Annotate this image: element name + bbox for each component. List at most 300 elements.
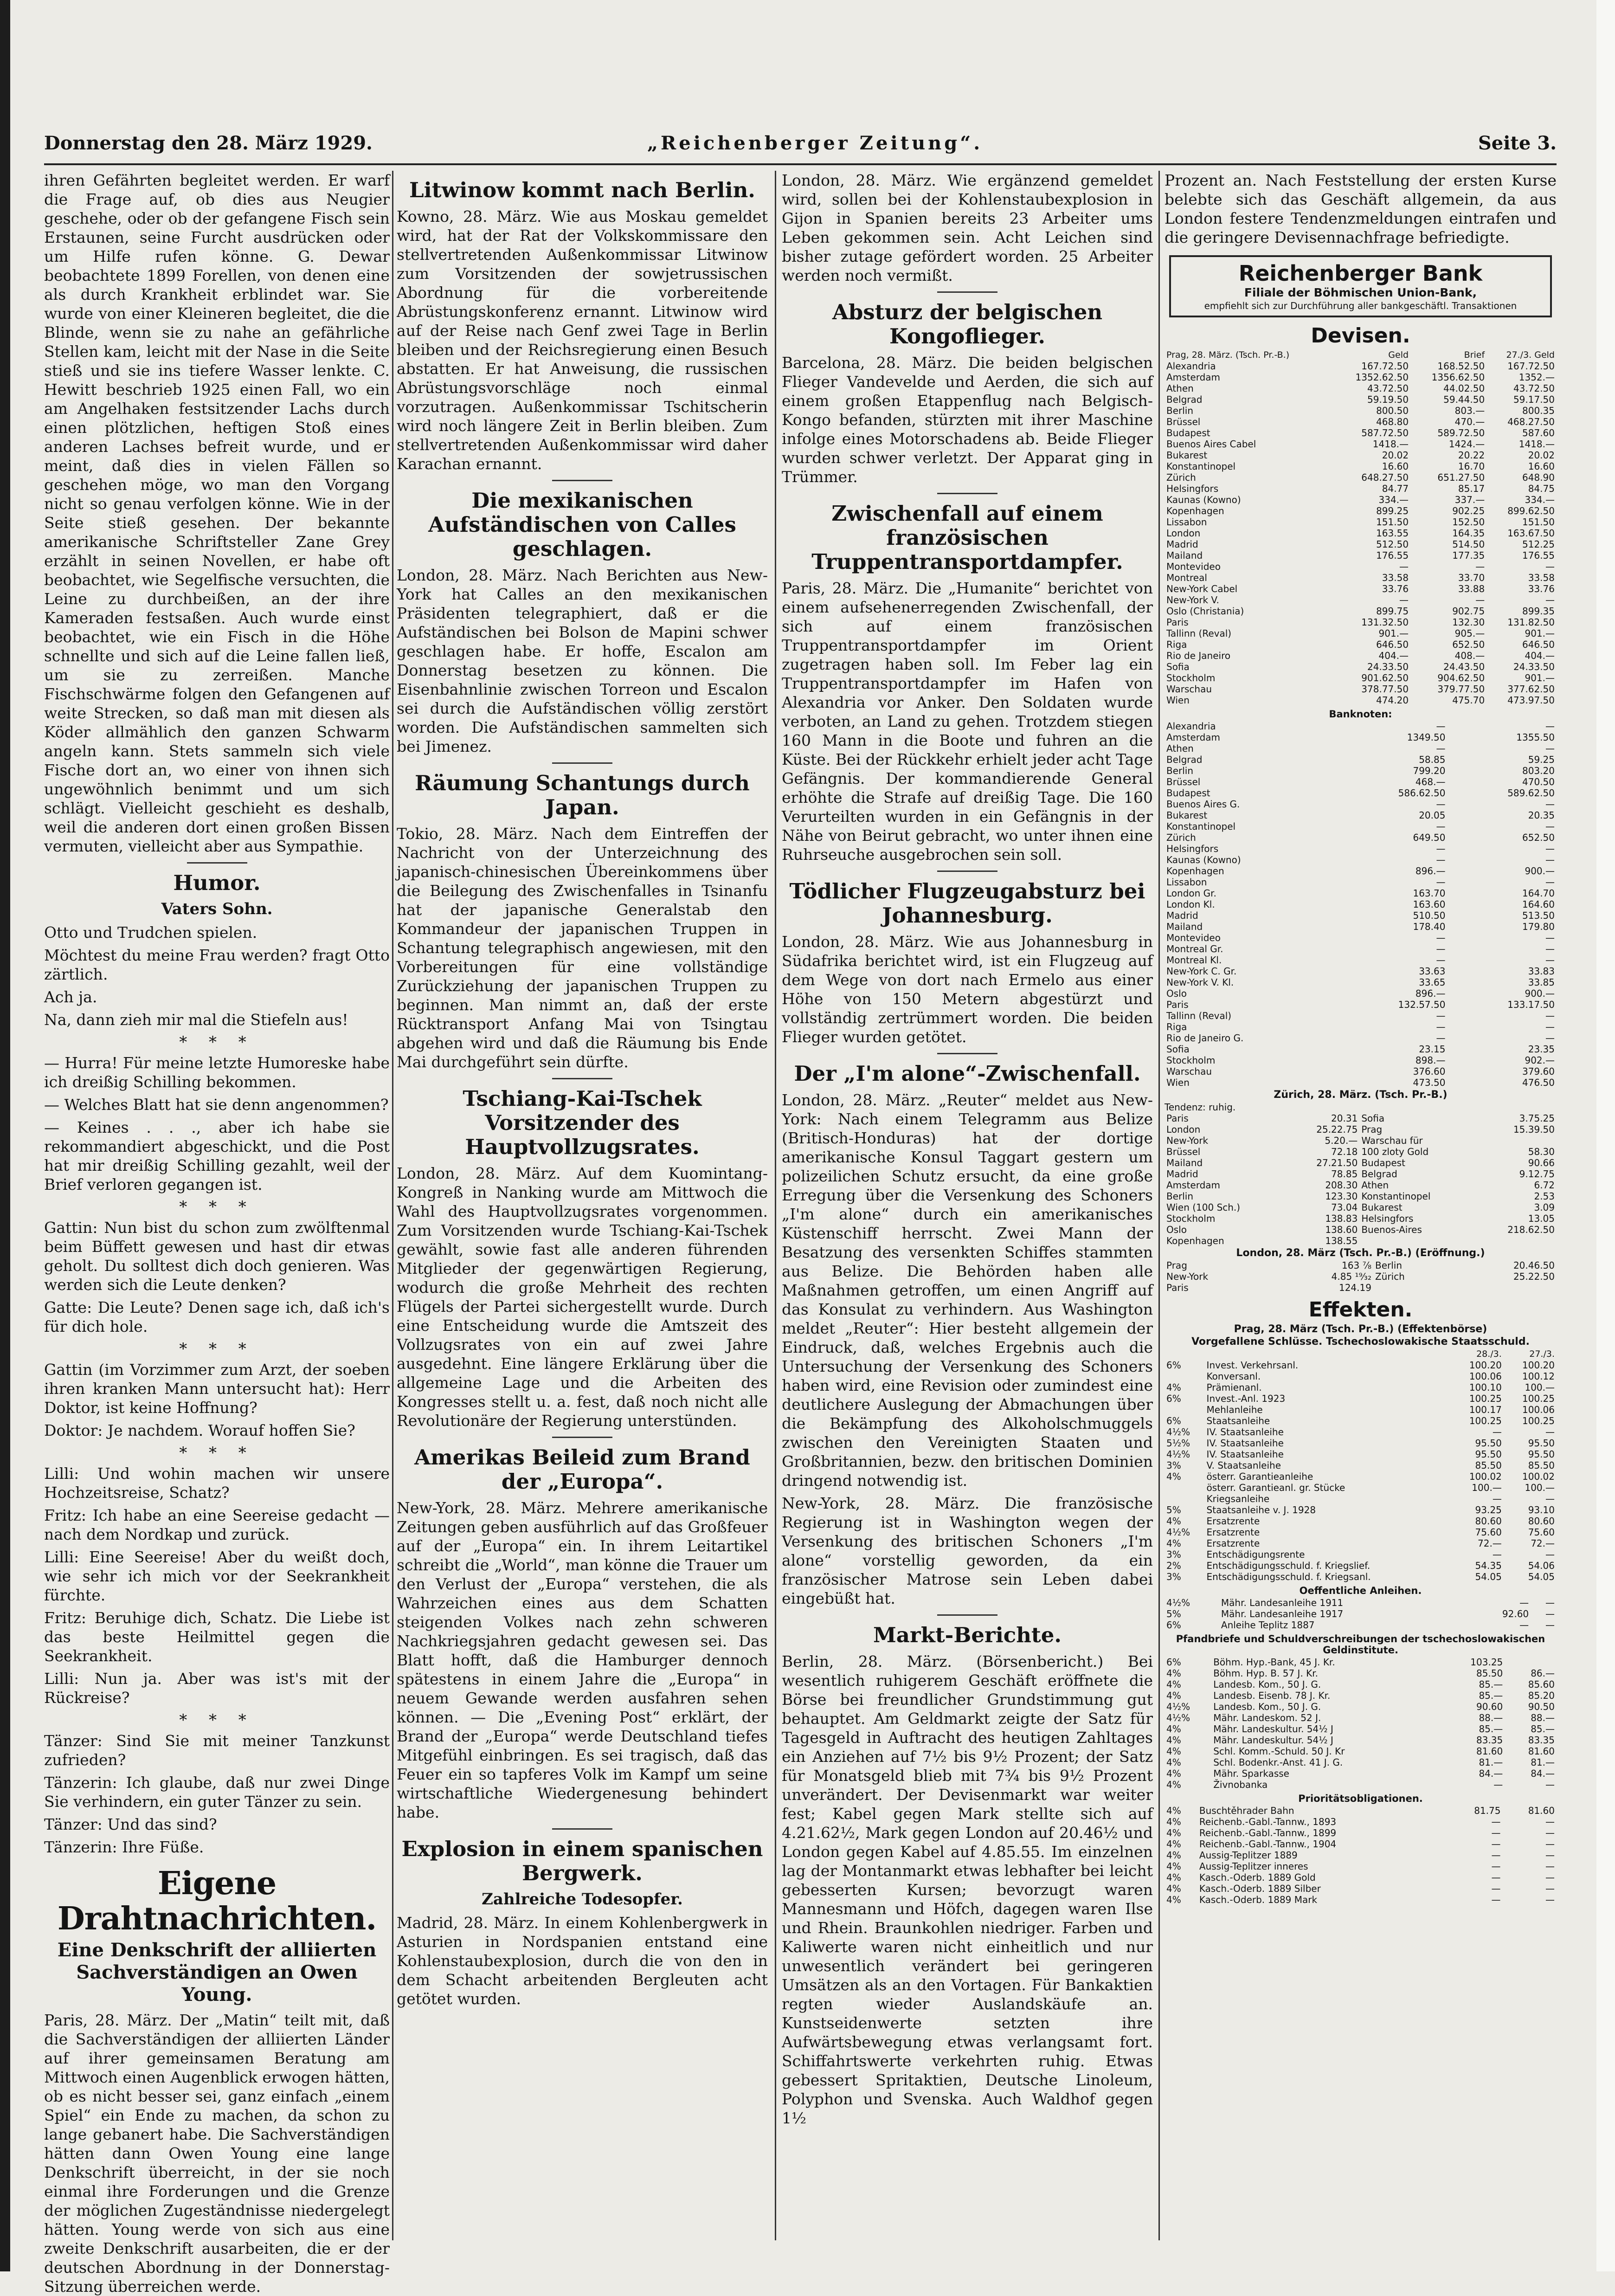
table-cell: — xyxy=(1545,932,1555,943)
table-cell: — xyxy=(1545,1883,1555,1894)
table-cell: Mähr. Landesanleihe 1911 xyxy=(1221,1597,1344,1608)
table-cell: 4% xyxy=(1166,1723,1181,1735)
table-cell: London Kl. xyxy=(1166,899,1215,910)
table-cell: Helsingfors xyxy=(1166,483,1219,494)
table-cell: 59.19.50 xyxy=(1367,394,1409,405)
zurich-table xyxy=(1165,1113,1557,1246)
banknoten-row xyxy=(1165,888,1557,899)
table-cell: 163.60 xyxy=(1413,899,1446,910)
article-headline: Amerikas Beileid zum Brand der „Europa“. xyxy=(414,1445,750,1494)
table-cell xyxy=(1451,1282,1557,1293)
separator-stars: * * * xyxy=(179,1340,255,1358)
separator-stars: * * * xyxy=(179,1444,255,1462)
table-cell: 470.50 xyxy=(1522,776,1555,787)
table-cell: Madrid xyxy=(1166,539,1198,550)
table-cell: 468.80 xyxy=(1376,416,1409,427)
effekten-row xyxy=(1165,1371,1557,1382)
header-masthead: „Reichenberger Zeitung“. xyxy=(647,132,983,154)
table-cell: 9.12.75 xyxy=(1519,1168,1555,1180)
devisen-row xyxy=(1165,561,1557,572)
table-cell: 899.62.50 xyxy=(1507,505,1555,516)
table-cell: Rio de Janeiro xyxy=(1166,650,1231,661)
table-cell: 334.— xyxy=(1525,494,1555,505)
column-rule xyxy=(392,171,393,2240)
table-cell: Warschau für xyxy=(1361,1135,1423,1146)
table-cell: 901.— xyxy=(1525,628,1555,639)
bank-tagline: empfiehlt sich zur Durchführung aller bankgeschäftl. Transaktionen xyxy=(1204,300,1517,311)
table-cell: 5½% xyxy=(1166,1438,1190,1449)
table-cell: 100.25 xyxy=(1522,1415,1555,1426)
devisen-row xyxy=(1165,461,1557,472)
table-cell: — xyxy=(1545,843,1555,854)
devisen-row xyxy=(1165,695,1557,706)
effekten-row xyxy=(1165,1404,1557,1415)
table-cell: — xyxy=(1436,721,1446,732)
table-cell: 4½% xyxy=(1166,1449,1190,1460)
table-cell: 1418.— xyxy=(1518,439,1555,450)
mortgage-bond-row xyxy=(1165,1768,1557,1779)
table-cell: Brüssel xyxy=(1166,776,1201,787)
table-cell: — xyxy=(1436,877,1446,888)
table-cell: 476.50 xyxy=(1522,1077,1555,1088)
article-text: London, 28. März. Nach Berichten aus New-York hat Calles an den mexikanischen Präsidenten telegraphiert, daß er die Aufständischen bei Bolson de Mapini schwer geschlagen habe. Er hoffe, Escalon am Donnerstag besetzen zu können. Die Eisenbahnlinie zwischen Torreon und Escalon sei durch die Aufständischen völlig zerstört worden. Die Aufständischen sammelten sich bei Jimenez. xyxy=(397,566,768,755)
table-cell: 218.62.50 xyxy=(1507,1224,1555,1235)
table-cell: 54.06 xyxy=(1528,1560,1555,1571)
joke-line: Ach ja. xyxy=(44,988,97,1006)
joke-line: Möchtest du meine Frau werden? fragt Otto zärtlich. xyxy=(44,946,390,983)
table-cell: 132.30 xyxy=(1452,617,1485,628)
section-rule xyxy=(552,1828,612,1830)
table-cell: — xyxy=(1491,1872,1501,1883)
section-rule xyxy=(937,1614,997,1616)
effekten-row xyxy=(1165,1449,1557,1460)
banknoten-row xyxy=(1165,955,1557,966)
table-cell: 4% xyxy=(1166,1850,1181,1861)
table-cell: — xyxy=(1545,854,1555,865)
article-text: Barcelona, 28. März. Die beiden belgischen Flieger Vandevelde und Aerden, die sich auf einem großen Etappenflug nach Belgisch-Kongo befanden, stürzten mit ihrer Maschine infolge eines Motorschadens ab. Beide Flieger wurden schwer verletzt. Der Apparat ging in Trümmer. xyxy=(782,354,1153,486)
mortgage-bonds-title: Pfandbriefe und Schuldverschreibungen der tschechoslowakischen Geldinstitute. xyxy=(1176,1633,1545,1656)
banknoten-row xyxy=(1165,1044,1557,1055)
table-cell: Montreal xyxy=(1166,572,1207,583)
zurich-row xyxy=(1165,1113,1557,1124)
table-cell: — xyxy=(1436,943,1446,955)
effekten-row xyxy=(1165,1493,1557,1504)
table-cell: 93.25 xyxy=(1475,1504,1502,1516)
table-cell: 85.— xyxy=(1479,1679,1503,1690)
banknoten-row xyxy=(1165,821,1557,832)
section-title-market-reports: Markt-Berichte. xyxy=(873,1623,1062,1647)
table-cell: 4% xyxy=(1166,1668,1181,1679)
effekten-row xyxy=(1165,1560,1557,1571)
table-cell: 25.22.50 xyxy=(1513,1271,1555,1282)
devisen-row xyxy=(1165,639,1557,650)
table-cell xyxy=(1165,1493,1205,1504)
table-cell: 151.50 xyxy=(1522,516,1555,528)
table-cell: 100.12 xyxy=(1522,1371,1555,1382)
effekten-row xyxy=(1165,1571,1557,1582)
table-cell: 900.— xyxy=(1525,865,1555,877)
table-cell: 100.10 xyxy=(1469,1382,1502,1393)
table-cell xyxy=(1475,1235,1557,1246)
article-text: London, 28. März. Wie aus Johannesburg in Südafrika berichtet wird, ist ein Flugzeug auf dem Wege von dort nach Ermelo aus einer Höhe von 150 Metern abgestürzt und vollständig zertrümmert worden. Die beiden Flieger wurden getötet. xyxy=(782,933,1153,1046)
table-cell: 103.25 xyxy=(1470,1657,1503,1668)
table-cell: 800.50 xyxy=(1376,405,1409,416)
table-cell: 404.— xyxy=(1378,650,1409,661)
table-cell: Budapest xyxy=(1361,1157,1405,1168)
joke-title: Vaters Sohn. xyxy=(161,900,273,918)
table-cell: Entschädigungsschuld. f. Kriegslief. xyxy=(1206,1560,1370,1571)
banknoten-row xyxy=(1165,1055,1557,1066)
joke-line: Lilli: Eine Seereise! Aber du weißt doch, wie sehr ich mich vor der Seekrankheit fürchte. xyxy=(44,1548,390,1604)
table-cell: Stockholm xyxy=(1166,1213,1216,1224)
table-cell: 3% xyxy=(1166,1571,1181,1582)
table-cell: Paris xyxy=(1166,1282,1189,1293)
table-cell: Landesb. Kom., 50 J. G. xyxy=(1213,1679,1321,1690)
table-cell: Tallinn (Reval) xyxy=(1166,628,1232,639)
banknoten-row xyxy=(1165,865,1557,877)
banknoten-row xyxy=(1165,754,1557,765)
table-cell: 81.60 xyxy=(1528,1746,1555,1757)
table-cell: Prag xyxy=(1361,1124,1383,1135)
zurich-row xyxy=(1165,1168,1557,1180)
table-cell: 13.05 xyxy=(1528,1213,1555,1224)
table-cell: Ersatzrente xyxy=(1206,1527,1260,1538)
table-cell: 1356.62.50 xyxy=(1431,372,1485,383)
article-headline: Tödlicher Flugzeugabsturz bei Johannesburg. xyxy=(789,879,1145,928)
table-cell: — xyxy=(1545,1816,1555,1827)
table-cell: Mehlanleihe xyxy=(1206,1404,1263,1415)
table-cell: 75.60 xyxy=(1475,1527,1502,1538)
table-cell: 1352.62.50 xyxy=(1355,372,1409,383)
table-cell: 33.83 xyxy=(1528,966,1555,977)
table-cell: 646.50 xyxy=(1376,639,1409,650)
table-cell: 100 zloty Gold xyxy=(1361,1146,1429,1157)
table-cell: Landesb. Kom., 50 J. G. xyxy=(1213,1701,1321,1712)
table-cell: 474.20 xyxy=(1376,695,1409,706)
table-cell: Rio de Janeiro G. xyxy=(1166,1032,1244,1044)
table-cell: 100.25 xyxy=(1522,1393,1555,1404)
table-cell: New-York V. Kl. xyxy=(1166,977,1234,988)
table-cell: — xyxy=(1545,1597,1555,1608)
banknoten-row xyxy=(1165,832,1557,843)
table-cell: 800.35 xyxy=(1522,405,1555,416)
table-cell: 83.35 xyxy=(1476,1735,1503,1746)
column-header: Geld xyxy=(1388,350,1409,360)
table-cell: — xyxy=(1545,1872,1555,1883)
table-cell: 4½% xyxy=(1166,1712,1190,1723)
table-cell: Lissabon xyxy=(1166,877,1207,888)
priority-bonds-title: Prioritätsobligationen. xyxy=(1298,1793,1423,1804)
table-cell: 4% xyxy=(1166,1538,1181,1549)
joke-line: Fritz: Beruhige dich, Schatz. Die Liebe ist das beste Heilmittel gegen die Seekrankheit. xyxy=(44,1609,390,1665)
table-cell: 54.05 xyxy=(1475,1571,1502,1582)
effekten-row xyxy=(1165,1504,1557,1516)
table-cell: 4% xyxy=(1166,1690,1181,1701)
table-cell: Invest. Verkehrsanl. xyxy=(1206,1360,1299,1371)
table-cell: 20.22 xyxy=(1458,450,1485,461)
table-cell: Athen xyxy=(1361,1180,1389,1191)
devisen-row xyxy=(1165,361,1557,372)
table-cell: 85.— xyxy=(1531,1723,1555,1735)
table-cell: 4% xyxy=(1166,1894,1181,1905)
table-cell: 164.35 xyxy=(1452,528,1485,539)
banknoten-row xyxy=(1165,877,1557,888)
section-title-wire-news: Eigene Drahtnachrichten. xyxy=(57,1865,377,1937)
joke-line: Na, dann zieh mir mal die Stiefeln aus! xyxy=(44,1011,348,1029)
bank-subtitle: Filiale der Böhmischen Union-Bank, xyxy=(1244,286,1477,299)
separator-stars: * * * xyxy=(179,1198,255,1216)
banknoten-row xyxy=(1165,1021,1557,1032)
devisen-row xyxy=(1165,528,1557,539)
table-cell: 475.70 xyxy=(1452,695,1485,706)
table-cell: 100.20 xyxy=(1469,1360,1502,1371)
table-cell: 16.70 xyxy=(1458,461,1485,472)
table-cell: 33.63 xyxy=(1419,966,1446,977)
table-cell: Mailand xyxy=(1166,550,1203,561)
mortgage-bond-row xyxy=(1165,1657,1557,1668)
table-cell: Alexandria xyxy=(1166,721,1216,732)
banknoten-row xyxy=(1165,843,1557,854)
joke-line: Gatte: Die Leute? Denen sage ich, daß ich's für dich hole. xyxy=(44,1298,390,1335)
table-cell: 85.— xyxy=(1479,1690,1503,1701)
table-cell: 20.02 xyxy=(1382,450,1409,461)
joke-line: Doktor: Je nachdem. Worauf hoffen Sie? xyxy=(44,1421,355,1439)
table-cell: 901.— xyxy=(1525,672,1555,684)
table-cell: 179.80 xyxy=(1522,921,1555,932)
banknoten-row xyxy=(1165,921,1557,932)
article-headline: Die mexikanischen Aufständischen von Calles geschlagen. xyxy=(428,488,736,561)
table-cell: Buenos Aires Cabel xyxy=(1166,439,1256,450)
table-cell: Madrid xyxy=(1166,910,1198,921)
article-text: London, 28. März. Auf dem Kuomintang-Kongreß in Nanking wurde am Mittwoch die Wahl des Hauptvollzugsrates vorgenommen. Zum Vorsitzenden wurde Tschiang-Kai-Tschek gewählt, sowie fast alle anderen führenden Mitglieder der gegenwärtigen Regierung, wodurch die große Mehrheit des rechten Flügels der Partei sichergestellt wurde. Durch eine Entscheidung wurde die Amtszeit des Vollzugsrates von ein auf zwei Jahre ausgedehnt. Eine längere Erklärung über die allgemeine Lage und die Arbeiten des Kongresses stellt u. a. fest, daß noch nicht alle Revolutionäre der Regierung unterstünden. xyxy=(397,1164,768,1430)
table-cell: 95.50 xyxy=(1475,1449,1502,1460)
table-cell: Alexandria xyxy=(1166,361,1216,372)
table-cell: 6% xyxy=(1166,1619,1181,1631)
table-cell: 86.— xyxy=(1531,1668,1555,1679)
running-header xyxy=(44,132,1557,158)
table-cell: 377.62.50 xyxy=(1507,684,1555,695)
table-cell: 468.27.50 xyxy=(1507,416,1555,427)
table-cell: — xyxy=(1436,955,1446,966)
table-cell: — xyxy=(1436,821,1446,832)
joke-line: Fritz: Ich habe an eine Seereise gedacht — nach dem Nordkap und zurück. xyxy=(44,1506,390,1543)
table-cell: Böhm. Hyp.-Bank, 45 J. Kr. xyxy=(1213,1657,1335,1668)
table-cell: 95.50 xyxy=(1475,1438,1502,1449)
effekten-row xyxy=(1165,1393,1557,1404)
table-cell: 132.57.50 xyxy=(1398,999,1446,1010)
table-cell: 84.— xyxy=(1531,1768,1555,1779)
table-cell xyxy=(1165,1482,1205,1493)
scan-edge-right xyxy=(1596,0,1615,2271)
devisen-title: Devisen. xyxy=(1311,324,1410,348)
table-cell: Ersatzrente xyxy=(1206,1538,1260,1549)
table-cell: 6.72 xyxy=(1534,1180,1555,1191)
table-cell: Helsingfors xyxy=(1166,843,1219,854)
table-cell: 44.02.50 xyxy=(1443,383,1485,394)
table-cell: 85.— xyxy=(1479,1723,1503,1735)
joke-line: Otto und Trudchen spielen. xyxy=(44,923,257,942)
table-cell: — xyxy=(1545,1549,1555,1560)
article-text: ihren Gefährten begleitet werden. Er warf die Frage auf, ob dies aus Neugier geschehe, oder ob der gefangene Fisch sein Erstaunen, seine Furcht ausdrücken oder um Hilfe rufen könne. G. Dewar beobachtete 1899 Forellen, von denen eine als durch Krankheit erblindet war. Sie wurde von einer Kleineren begleitet, die die Blinde, wenn sie zu nahe an gefährliche Stellen kam, leicht mit der Nase in die Seite stieß und sie ins tiefere Wasser lenkte. C. Hewitt beschrieb 1925 einen Fall, wo ein am Angelhaken festsitzender Lachs durch einen plötzlichen, heftigen Stoß eines anderen Lachses befreit wurde, und er meint, daß dies in vielen Fällen so geschehen möge, wo man den Vorgang nicht so genau verfolgen könne. Wie in der Seite stieß gesehen. Der bekannte amerikanische Schriftsteller Zane Grey erzählt in seinen Novellen, er habe oft beobachtet, wie Segelfische versuchten, die Leine zu durchbeißen, an der ihre Kameraden festsaßen. Auch wurde einst beobachtet, wie ein Fisch in die Höhe schnellte und sich auf die Leine fallen ließ, um sie zu zerreißen. Manche Fischschwärme folgen den Gefangenen auf weite Strecken, so daß man mit diesen als Köder allmählich den ganzen Schwarm angeln kann. Stets sammeln sich viele Fische dort an, wo einer von ihnen sich ungewöhnlich benimmt und um sich schlägt. Vielleicht geschieht es deshalb, weil die anderen dort einen großen Bissen vermuten, vielleicht aber aus Sympathie. xyxy=(44,171,390,855)
separator-stars: * * * xyxy=(179,1033,255,1051)
table-cell: — xyxy=(1436,932,1446,943)
table-cell: Oslo xyxy=(1166,1224,1187,1235)
table-cell: Kasch.-Oderb. 1889 Silber xyxy=(1199,1883,1321,1894)
devisen-row xyxy=(1165,405,1557,416)
joke-line: Tänzerin: Ihre Füße. xyxy=(44,1838,204,1856)
banknoten-row xyxy=(1165,1066,1557,1077)
table-cell: 902.— xyxy=(1525,1055,1555,1066)
table-cell: 2.53 xyxy=(1534,1191,1555,1202)
table-cell: Reichenb.-Gabl.-Tannw., 1893 xyxy=(1199,1816,1337,1827)
table-cell: 85.50 xyxy=(1476,1668,1503,1679)
devisen-row xyxy=(1165,383,1557,394)
table-cell: 100.17 xyxy=(1469,1404,1502,1415)
table-cell: 902.25 xyxy=(1452,505,1485,516)
table-cell: 81.— xyxy=(1531,1757,1555,1768)
table-cell: Paris xyxy=(1166,617,1189,628)
table-cell: Reichenb.-Gabl.-Tannw., 1904 xyxy=(1199,1838,1337,1850)
table-cell: V. Staatsanleihe xyxy=(1206,1460,1281,1471)
table-cell: Kopenhagen xyxy=(1166,505,1224,516)
bank-advertisement xyxy=(1169,255,1552,317)
effekten-row xyxy=(1165,1415,1557,1426)
mortgage-bond-row xyxy=(1165,1668,1557,1679)
table-cell: 4% xyxy=(1166,1382,1181,1393)
table-cell: 43.72.50 xyxy=(1513,383,1555,394)
devisen-row xyxy=(1165,394,1557,405)
table-cell: 4% xyxy=(1166,1861,1181,1872)
table-cell: 151.50 xyxy=(1376,516,1409,528)
table-cell: 75.60 xyxy=(1528,1527,1555,1538)
table-cell: — xyxy=(1492,1493,1502,1504)
table-cell: 133.17.50 xyxy=(1507,999,1555,1010)
table-cell: 84.75 xyxy=(1528,483,1555,494)
table-cell: 3% xyxy=(1166,1549,1181,1560)
table-cell: 23.35 xyxy=(1528,1044,1555,1055)
priority-bond-row xyxy=(1165,1816,1557,1827)
table-cell: Riga xyxy=(1166,639,1187,650)
table-cell: 81.60 xyxy=(1476,1746,1503,1757)
table-cell: — xyxy=(1436,1021,1446,1032)
table-cell: 95.50 xyxy=(1528,1449,1555,1460)
table-cell: IV. Staatsanleihe xyxy=(1206,1426,1284,1438)
table-cell: Sofia xyxy=(1166,661,1190,672)
table-cell: Kriegsanleihe xyxy=(1206,1493,1270,1504)
mortgage-bond-row xyxy=(1165,1712,1557,1723)
table-cell: Staatsanleihe v. J. 1928 xyxy=(1206,1504,1316,1516)
table-cell: 72.— xyxy=(1478,1538,1502,1549)
article-headline: Explosion in einem spanischen Bergwerk. xyxy=(401,1837,763,1885)
devisen-row xyxy=(1165,617,1557,628)
table-cell: 1424.— xyxy=(1448,439,1485,450)
table-cell: — xyxy=(1545,1619,1555,1631)
table-cell: 3% xyxy=(1166,1460,1181,1471)
effekten-row xyxy=(1165,1527,1557,1538)
table-cell: 587.60 xyxy=(1522,427,1555,439)
table-cell: Kasch.-Oderb. 1889 Mark xyxy=(1199,1894,1318,1905)
effekten-row xyxy=(1165,1482,1557,1493)
section-rule xyxy=(552,762,612,764)
table-cell: 4% xyxy=(1166,1827,1181,1838)
table-cell: 6% xyxy=(1166,1360,1181,1371)
table-cell: Mailand xyxy=(1166,921,1203,932)
article-text: Paris, 28. März. Die „Humanite“ berichtet von einem aufsehenerregenden Zwischenfall, der sich auf einem französischen Truppentransportdampfer im Orient zugetragen haben soll. Im Feber lag ein Truppentransportdampfer im Hafen von Alexandria vor Anker. Den Soldaten wurde verboten, an Land zu gehen. Trotzdem stiegen 160 Mann in die Boote und fuhren an die Küste. Bei der Rückkehr erhielt jeder acht Tage Gefängnis. Der kommandierende General erhöhte die Strafe auf dreißig Tage. Die 160 Verurteilten wurden in ein Gefängnis in der Nähe von Beirut gebracht, wo unter ihnen eine Ruhrseuche ausgebrochen sein soll. xyxy=(782,579,1153,864)
table-cell: New-York xyxy=(1166,1271,1209,1282)
table-cell: 473.97.50 xyxy=(1507,695,1555,706)
article-headline: Der „I'm alone“-Zwischenfall. xyxy=(794,1061,1141,1086)
effekten-row xyxy=(1165,1538,1557,1549)
table-cell: 4% xyxy=(1166,1872,1181,1883)
table-cell: 5% xyxy=(1166,1504,1181,1516)
table-cell: 168.52.50 xyxy=(1437,361,1485,372)
table-cell: 334.— xyxy=(1378,494,1409,505)
joke-line: Tänzerin: Ich glaube, daß nur zwei Dinge Sie verhindern, ein guter Tänzer zu sein. xyxy=(44,1774,390,1811)
table-cell: 33.58 xyxy=(1382,572,1409,583)
table-cell: 589.72.50 xyxy=(1437,427,1485,439)
devisen-row xyxy=(1165,583,1557,594)
article-text: Madrid, 28. März. In einem Kohlenbergwerk in Asturien in Nordspanien entstand eine Kohlenstaubexplosion, durch die von den in dem Schacht arbeitenden Bergleuten acht getötet wurden. xyxy=(397,1914,768,2008)
table-cell: Montreal Gr. xyxy=(1166,943,1223,955)
table-cell: Bukarest xyxy=(1361,1202,1403,1213)
table-cell: New-York xyxy=(1166,1135,1209,1146)
zurich-row xyxy=(1165,1191,1557,1202)
table-cell: Konstantinopel xyxy=(1361,1191,1431,1202)
devisen-row xyxy=(1165,606,1557,617)
public-loan-row xyxy=(1165,1597,1557,1608)
table-cell: 513.50 xyxy=(1522,910,1555,921)
public-loans-table xyxy=(1165,1597,1557,1631)
table-cell: 901.62.50 xyxy=(1361,672,1409,684)
table-cell: Helsingfors xyxy=(1361,1213,1414,1224)
table-cell: Berlin xyxy=(1166,405,1194,416)
banknoten-row xyxy=(1165,999,1557,1010)
table-cell: Paris xyxy=(1166,999,1189,1010)
devisen-row xyxy=(1165,494,1557,505)
table-cell: IV. Staatsanleihe xyxy=(1206,1438,1284,1449)
table-cell: — xyxy=(1491,1816,1501,1827)
table-cell: 4% xyxy=(1166,1805,1181,1816)
table-cell: Kasch.-Oderb. 1889 Gold xyxy=(1199,1872,1316,1883)
table-cell: 899.75 xyxy=(1376,606,1409,617)
mortgage-bond-row xyxy=(1165,1679,1557,1690)
table-cell: 4% xyxy=(1166,1516,1181,1527)
joke-line: Lilli: Nun ja. Aber was ist's mit der Rückreise? xyxy=(44,1670,390,1707)
table-cell: 100.20 xyxy=(1522,1360,1555,1371)
table-cell: London xyxy=(1166,1124,1201,1135)
table-cell: 6% xyxy=(1166,1415,1181,1426)
table-cell: — xyxy=(1545,561,1555,572)
table-cell: Staatsanleihe xyxy=(1206,1415,1270,1426)
public-loan-row xyxy=(1165,1608,1557,1619)
priority-bond-row xyxy=(1165,1838,1557,1850)
table-cell: 24.43.50 xyxy=(1443,661,1485,672)
table-cell: Mähr. Sparkasse xyxy=(1213,1768,1289,1779)
effekten-table xyxy=(1165,1348,1557,1582)
table-cell: — xyxy=(1436,799,1446,810)
table-cell: 6% xyxy=(1166,1393,1181,1404)
table-cell: Entschädigungsrente xyxy=(1206,1549,1305,1560)
table-cell: 652.50 xyxy=(1522,832,1555,843)
table-cell: Buenos Aires G. xyxy=(1166,799,1240,810)
table-cell: 905.— xyxy=(1454,628,1485,639)
table-cell: London xyxy=(1166,528,1201,539)
table-cell: 178.40 xyxy=(1413,921,1446,932)
table-cell: 589.62.50 xyxy=(1507,787,1555,799)
table-cell: — xyxy=(1545,743,1555,754)
table-cell: — xyxy=(1491,1850,1501,1861)
devisen-row xyxy=(1165,550,1557,561)
